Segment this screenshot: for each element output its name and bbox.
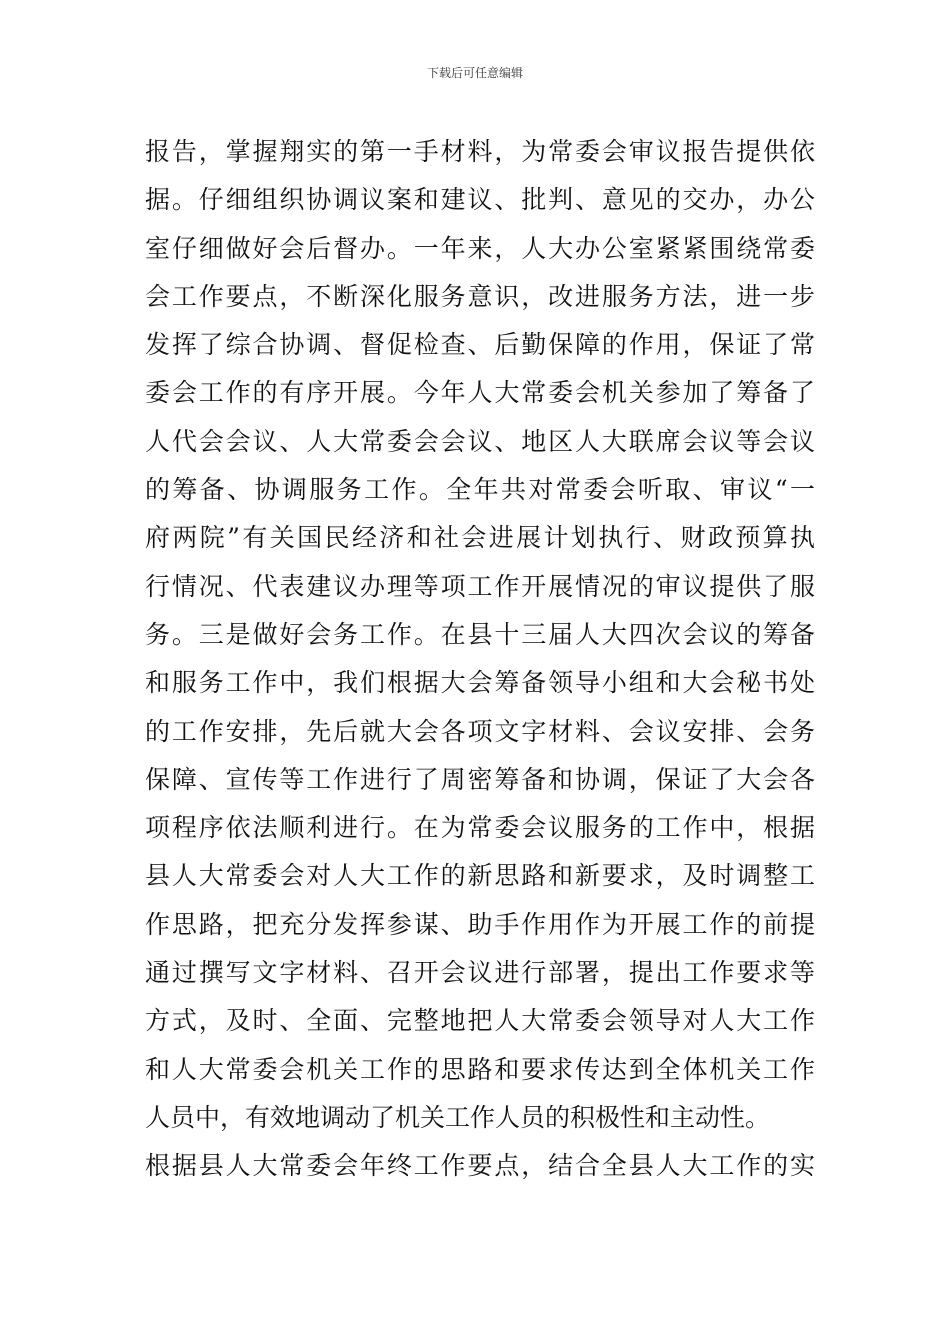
text-line-14: 保障、宣传等工作进行了周密筹备和协调，保证了大会各 — [145, 764, 815, 794]
text-line-16: 县人大常委会对人大工作的新思路和新要求，及时调整工 — [145, 861, 815, 891]
page-header: 下载后可任意编辑 — [426, 66, 523, 80]
text-line-18: 通过撰写文字材料、召开会议进行部署，提出工作要求等 — [145, 958, 815, 988]
text-line-21: 人员中，有效地调动了机关工作人员的积极性和主动性。 — [145, 1102, 771, 1132]
text-line-3: 室仔细做好会后督办。一年来，人大办公室紧紧围绕常委 — [145, 233, 815, 263]
text-line-6: 委会工作的有序开展。今年人大常委会机关参加了筹备了 — [145, 378, 815, 408]
text-line-17: 作思路，把充分发挥参谋、助手作用作为开展工作的前提 — [145, 909, 815, 939]
text-line-19: 方式，及时、全面、完整地把人大常委会领导对人大工作 — [145, 1006, 815, 1036]
text-line-7: 人代会会议、人大常委会会议、地区人大联席会议等会议 — [145, 426, 815, 456]
text-line-13: 的工作安排，先后就大会各项文字材料、会议安排、会务 — [145, 716, 815, 746]
body-text — [145, 128, 815, 1191]
text-line-1: 报告，掌握翔实的第一手材料，为常委会审议报告提供依 — [145, 137, 815, 166]
text-line-11: 务。三是做好会务工作。在县十三届人大四次会议的筹备 — [145, 619, 815, 649]
text-line-2: 据。仔细组织协调议案和建议、批判、意见的交办，办公 — [145, 185, 815, 215]
text-line-10: 行情况、代表建议办理等项工作开展情况的审议提供了服 — [145, 571, 815, 601]
text-line-15: 项程序依法顺利进行。在为常委会议服务的工作中，根据 — [145, 813, 815, 843]
text-line-8: 的筹备、协调服务工作。全年共对常委会听取、审议“一 — [145, 475, 815, 505]
text-line-12: 和服务工作中，我们根据大会筹备领导小组和大会秘书处 — [145, 668, 815, 698]
text-line-4: 会工作要点，不断深化服务意识，改进服务方法，进一步 — [145, 281, 815, 311]
text-line-9: 府两院”有关国民经济和社会进展计划执行、财政预算执 — [145, 523, 815, 553]
text-line-20: 和人大常委会机关工作的思路和要求传达到全体机关工作 — [145, 1054, 815, 1084]
text-line-5: 发挥了综合协调、督促检查、后勤保障的作用，保证了常 — [145, 330, 815, 360]
text-line-22: 根据县人大常委会年终工作要点，结合全县人大工作的实 — [145, 1151, 815, 1181]
